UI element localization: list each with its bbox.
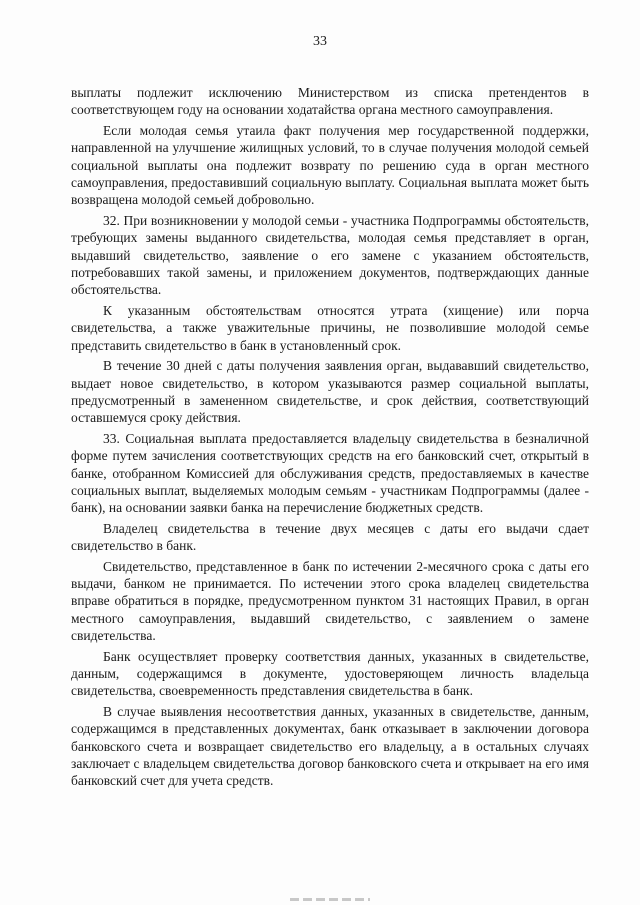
- paragraph: В течение 30 дней с даты получения заявления орган, выдававший свидетельство, выдает новое свидетельство, в котором указываются размер социальной выплаты, предусмотренный в замененном свидетельстве, и срок действия, соответствующий оставшемуся сроку действия.: [71, 358, 589, 426]
- paragraph: В случае выявления несоответствия данных, указанных в свидетельстве, данным, содержащимся в представленных документах, банк отказывает в заключении договора банковского счета и возвращает свидетельство его владельцу, а в остальных случаях заключает с владельцем свидетельства договор банковского счета и открывает на его имя банковский счет для учета средств.: [71, 703, 589, 789]
- paragraph: Владелец свидетельства в течение двух месяцев с даты его выдачи сдает свидетельство в банк.: [71, 520, 589, 554]
- paragraph-clause-32: 32. При возникновении у молодой семьи - участника Подпрограммы обстоятельств, требующих замены выданного свидетельства, молодая семья представляет в орган, выдавший свидетельство, заявление о его замене с указанием обстоятельств, потребовавших такой замены, и приложением документов, подтверждающих данные обстоятельства.: [71, 212, 589, 298]
- paragraph: Свидетельство, представленное в банк по истечении 2-месячного срока с даты его выдачи, банком не принимается. По истечении этого срока владелец свидетельства вправе обратиться в порядке, предусмотренном пунктом 31 настоящих Правил, в орган местного самоуправления, выдавший свидетельство, с заявлением о замене свидетельства.: [71, 558, 589, 644]
- paragraph-clause-33: 33. Социальная выплата предоставляется владельцу свидетельства в безналичной форме путем зачисления соответствующих средств на его банковский счет, открытый в банке, отобранном Комиссией для обслуживания средств, предоставляемых в качестве социальных выплат, выделяемых молодым семьям - участникам Подпрограммы (далее - банк), на основании заявки банка на перечисление бюджетных средств.: [71, 430, 589, 516]
- page-number: 33: [313, 34, 327, 49]
- paragraph-continuation: выплаты подлежит исключению Министерством из списка претендентов в соответствующем году на основании ходатайства органа местного самоуправления.: [71, 85, 589, 118]
- body-text: [71, 84, 589, 793]
- bottom-scan-mark: [290, 898, 370, 901]
- paragraph: Если молодая семья утаила факт получения мер государственной поддержки, направленной на улучшение жилищных условий, то в случае получения молодой семьей социальной выплаты она подлежит возврату по решению суда в орган местного самоуправления, предоставивший социальную выплату. Социальная выплата может быть возвращена молодой семьей добровольно.: [71, 122, 589, 208]
- paragraph: Банк осуществляет проверку соответствия данных, указанных в свидетельстве, данным, содержащимся в документе, удостоверяющем личность владельца свидетельства, своевременность представления свидетельства в банк.: [71, 648, 589, 699]
- paragraph: К указанным обстоятельствам относятся утрата (хищение) или порча свидетельства, а также уважительные причины, не позволившие молодой семье представить свидетельство в банк в установленный срок.: [71, 302, 589, 353]
